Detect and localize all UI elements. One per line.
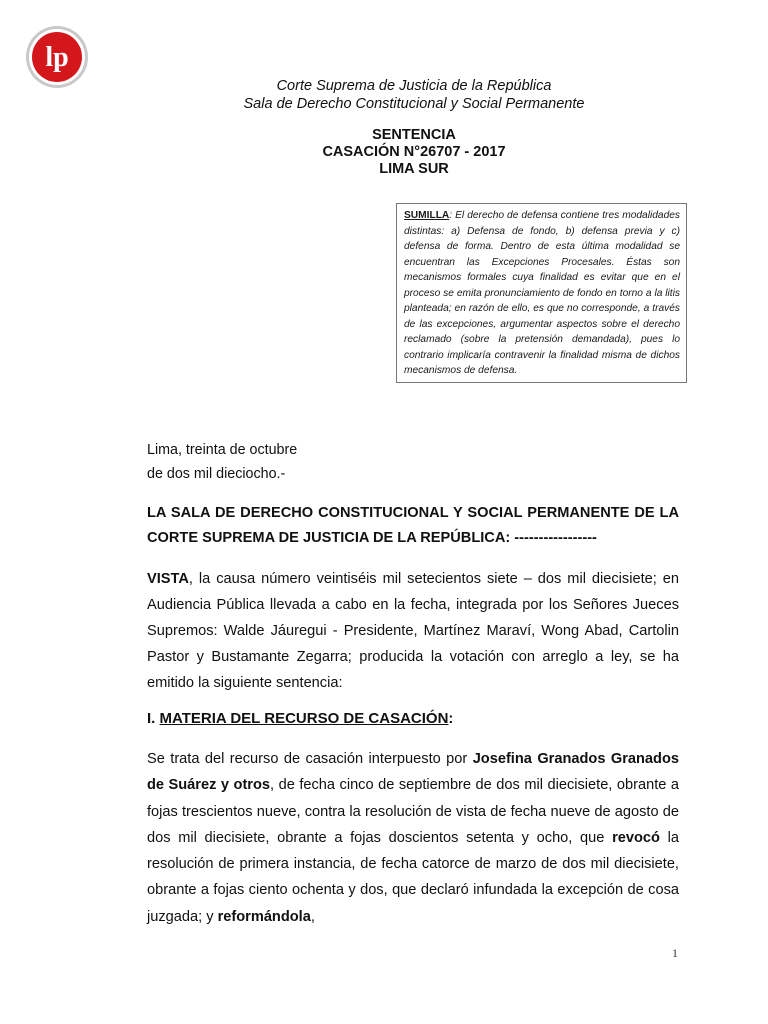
date-line-2: de dos mil dieciocho.- <box>147 466 286 482</box>
title-casacion: CASACIÓN N°26707 - 2017 <box>322 144 506 160</box>
sumilla-text: : El derecho de defensa contiene tres modalidades distintas: a) Defensa de fondo, b) defensa previa y c) defensa de forma. Dentro de esta última modalidad se encuentran las Excepciones Procesales. Éstas son mecanismos formales cuya finalidad es evitar que en el proceso se emita pronunciamiento de fondo en torno a la litis planteada; en razón de ello, es que no corresponde, a través de las excepciones, argumentar aspectos sobre el derecho reclamado (sobre la pretensión demandada), pues lo contrario implicaría contravenir la finalidad misma de dichos mecanismos de defensa. <box>404 210 680 376</box>
vista-lead: VISTA <box>147 571 189 587</box>
title-sentencia: SENTENCIA <box>372 127 456 143</box>
section-colon: : <box>448 710 454 727</box>
page-number: 1 <box>672 946 678 960</box>
header-line-1: Corte Suprema de Justicia de la República <box>276 78 552 94</box>
vista-text: , la causa número veintiséis mil setecientos siete – dos mil diecisiete; en Audiencia Pública llevada a cabo en la fecha, integrada por los Señores Jueces Supremos: Walde Jáuregui - Presidente, Martínez Maraví, Wong Abad, Cartolin Pastor y Bustamante Zegarra; producida la votación con arreglo a ley, se ha emitido la siguiente sentencia: <box>147 571 679 691</box>
header-line-2: Sala de Derecho Constitucional y Social Permanente <box>243 96 585 112</box>
section-heading <box>147 707 679 731</box>
trata-revoco: revocó <box>612 829 660 846</box>
section-title: MATERIA DEL RECURSO DE CASACIÓN <box>159 710 449 727</box>
court-header <box>0 77 768 113</box>
sentence-title <box>0 127 768 178</box>
section-number: I. <box>147 710 160 727</box>
title-lima-sur: LIMA SUR <box>379 161 449 177</box>
trata-name: Josefina Granados Granados de Suárez y otros <box>147 751 679 794</box>
trata-reformandola: reformándola <box>217 908 311 925</box>
vista-paragraph <box>147 566 679 696</box>
date-block <box>147 438 297 486</box>
date-line-1: Lima, treinta de octubre <box>147 442 298 458</box>
sumilla-box <box>396 203 687 383</box>
trata-part-2: , de fecha cinco de septiembre de dos mil diecisiete, obrante a fojas trescientos nueve, contra la resolución de vista de fecha nueve de agosto de dos mil diecisiete, obrante a fojas doscientos setenta y ocho, que <box>147 777 679 846</box>
sala-heading: LA SALA DE DERECHO CONSTITUCIONAL Y SOCIAL PERMANENTE DE LA CORTE SUPREMA DE JUSTICIA DE LA REPÚBLICA: ----------------- <box>147 505 679 546</box>
trata-part-3: la resolución de primera instancia, de fecha catorce de marzo de dos mil diecisiete, obrante a fojas ciento ochenta y dos, que declaró infundada la excepción de cosa juzgada; y <box>147 829 680 925</box>
trata-paragraph <box>147 746 679 930</box>
trata-part-4: , <box>310 908 315 925</box>
logo-lettering: lp <box>45 42 69 73</box>
trata-part-1: Se trata del recurso de casación interpuesto por <box>147 751 473 767</box>
sumilla-lead: SUMILLA <box>404 210 450 221</box>
